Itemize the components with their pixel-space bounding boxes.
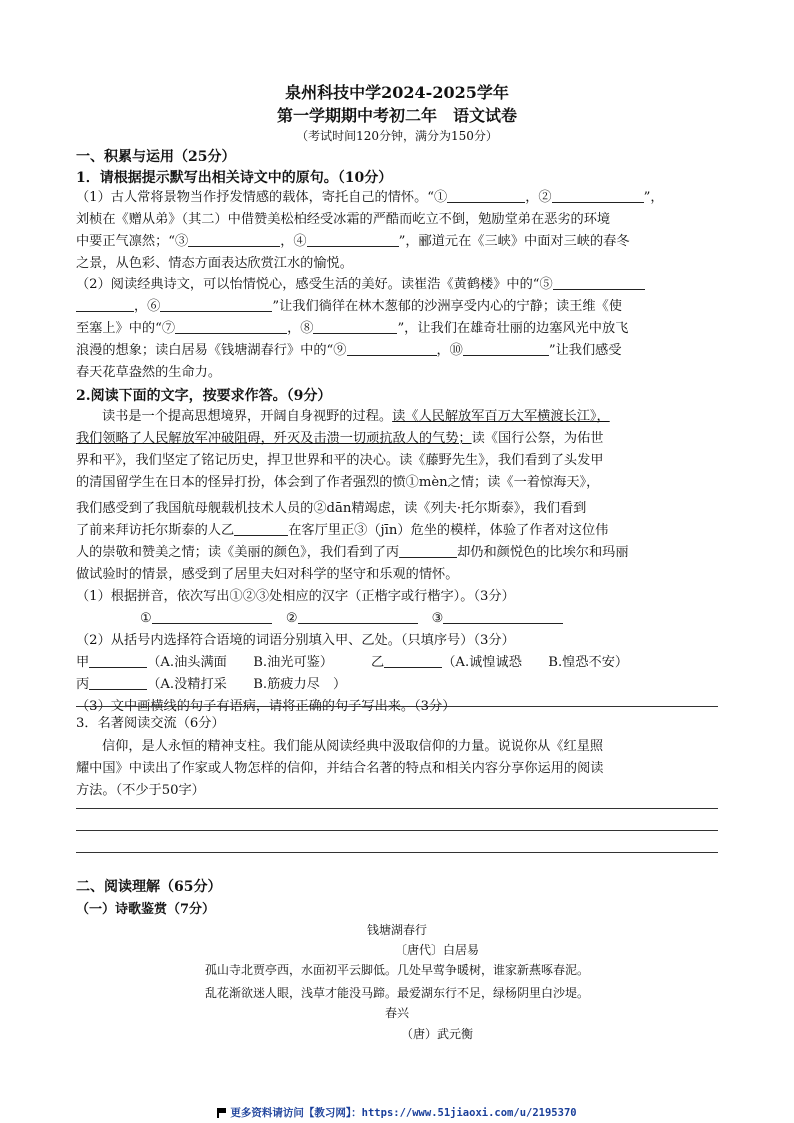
q2-passage-l4: 的清国留学生在日本的怪异打扮，体会到了作者强烈的愤①mèn之情；读《一着惊海天》， bbox=[76, 475, 600, 490]
blank-yi-inline[interactable] bbox=[234, 521, 288, 536]
q2-passage-l1: 读书是一个提高思想境界，开阔自身视野的过程。读《人民解放军百万大军横渡长江》， bbox=[102, 409, 610, 424]
answer-line-q3-2[interactable] bbox=[76, 830, 718, 831]
blank-8[interactable] bbox=[313, 319, 397, 334]
q2-passage-l7: 人的崇敬和赞美之情；读《美丽的颜色》，我们看到了丙 却仍和颜悦色的比埃尔和玛丽 bbox=[76, 545, 629, 560]
q1-p2-line2: ，⑥ ”让我们徜徉在林木葱郁的沙洲享受内心的宁静；读王维《使 bbox=[76, 296, 622, 319]
q3-l1: 信仰，是人永恒的精神支柱。我们能从阅读经典中汲取信仰的力量。说说你从《红星照 bbox=[102, 739, 604, 754]
blank-jia[interactable] bbox=[89, 653, 147, 668]
blank-9[interactable] bbox=[347, 341, 437, 356]
q2-passage-l2: 我们领略了人民解放军冲破阻碍，歼灭及击溃一切顽抗敌人的气势；读《国行公祭，为佑世 bbox=[76, 431, 604, 446]
q2-sub2: （2）从括号内选择符合语境的词语分别填入甲、乙处。（只填序号）（3分） bbox=[76, 633, 515, 648]
answer-line-q3-3[interactable] bbox=[76, 852, 718, 853]
q3-l3: 方法。（不少于50字） bbox=[76, 783, 205, 798]
q2-bing-row: 丙 （A.没精打采 B.筋疲力尽 ） bbox=[76, 677, 347, 692]
blank-5-cont[interactable] bbox=[76, 297, 134, 312]
blank-bing-inline[interactable] bbox=[399, 543, 457, 558]
school-title: 泉州科技中学2024-2025学年 bbox=[285, 83, 509, 102]
blank-yi[interactable] bbox=[384, 653, 442, 668]
q2-jia-yi-row: 甲 （A.油头满面 B.油光可鉴） 乙 （A.诚惶诚恐 B.惶恐不安） bbox=[76, 655, 629, 670]
q2-heading: 2.阅读下面的文字，按要求作答。（9分） bbox=[76, 388, 332, 404]
section2-heading: 二、阅读理解（65分） bbox=[76, 879, 222, 895]
q1-heading: 1．请根据提示默写出相关诗文中的原句。（10分） bbox=[76, 170, 393, 186]
q1-p2-line3: 至塞上》中的“⑦ ，⑧ ”，让我们在雄奇壮丽的边塞风光中放飞 bbox=[76, 321, 629, 336]
blank-1[interactable] bbox=[447, 188, 525, 203]
blank-bing[interactable] bbox=[89, 675, 147, 690]
exam-title: 第一学期期中考初二年 语文试卷 bbox=[276, 106, 517, 125]
q2-sub1: （1）根据拼音，依次写出①②③处相应的汉字（正楷字或行楷字）。（3分） bbox=[76, 589, 515, 604]
section1-heading: 一、积累与运用（25分） bbox=[76, 149, 236, 165]
q1-p1-line3: 中要正气凛然；“③ ，④ ”，郦道元在《三峡》中面对三峡的春冬 bbox=[76, 234, 630, 249]
q3-heading: 3．名著阅读交流（6分） bbox=[76, 716, 225, 731]
q1-p1-line1: （1）古人常将景物当作抒发情感的载体，寄托自己的情怀。“① ，② ”， bbox=[76, 190, 664, 205]
q3-l2: 耀中国》中读出了作家或人物怎样的信仰，并结合名著的特点和相关内容分享你运用的阅读 bbox=[76, 761, 604, 776]
answer-line-q2-3[interactable] bbox=[76, 706, 718, 707]
q1-p2-line5: 春天花草盎然的生命力。 bbox=[76, 365, 222, 380]
q2-passage-l3: 界和平》，我们坚定了铭记历史，捍卫世界和平的决心。读《藤野先生》，我们看到了头发甲 bbox=[76, 453, 604, 468]
q1-p2-line1: （2）阅读经典诗文，可以怡情悦心，感受生活的美好。读崔浩《黄鹤楼》中的“⑤ bbox=[76, 274, 645, 297]
footer-link[interactable]: 更多资料请访问【教习网】：https://www.51jiaoxi.com/u/2195370 bbox=[230, 1107, 577, 1119]
footer[interactable] bbox=[0, 1105, 794, 1120]
q2-passage-l6: 了前来拜访托尔斯泰的人乙 在客厅里正③（jīn）危坐的模样，体验了作者对这位伟 bbox=[76, 523, 609, 538]
blank-7[interactable] bbox=[175, 319, 287, 334]
blank-char-1[interactable] bbox=[152, 609, 272, 624]
poem1-line2: 乱花渐欲迷人眼，浅草才能没马蹄。最爱湖东行不足，绿杨阴里白沙堤。 bbox=[204, 986, 589, 1000]
q2-passage-l8: 做试验时的情景，感受到了居里夫妇对科学的坚守和乐观的情怀。 bbox=[76, 567, 459, 582]
poem2-author: （唐）武元衡 bbox=[400, 1027, 473, 1041]
q2-passage-l5: 我们感受到了我国航母舰载机技术人员的②dān精竭虑，读《列夫·托尔斯泰》，我们看到 bbox=[76, 501, 587, 516]
section2-sub-heading: （一）诗歌鉴赏（7分） bbox=[76, 902, 216, 917]
answer-line-q3-1[interactable] bbox=[76, 808, 718, 809]
blank-3[interactable] bbox=[188, 232, 280, 247]
q1-p1-line4: 之景，从色彩、情态方面表达欣赏江水的愉悦。 bbox=[76, 256, 353, 271]
flag-icon bbox=[217, 1108, 226, 1117]
blank-char-2[interactable] bbox=[298, 609, 418, 624]
q1-p1-line2: 刘桢在《赠从弟》（其二）中借赞美松柏经受冰霜的严酷而屹立不倒，勉励堂弟在恶劣的环境 bbox=[76, 212, 611, 227]
poem2-title: 春兴 bbox=[384, 1006, 409, 1020]
poem1-author: 〔唐代〕白居易 bbox=[394, 943, 479, 957]
q2-sub3: （3）文中画横线的句子有语病，请将正确的句子写出来。（3分） bbox=[76, 699, 456, 714]
blank-6[interactable] bbox=[160, 297, 272, 312]
blank-2[interactable] bbox=[552, 188, 644, 203]
blank-10[interactable] bbox=[463, 341, 549, 356]
q1-p2-line4: 浪漫的想象；读白居易《钱塘湖春行》中的“⑨ ，⑩ ”让我们感受 bbox=[76, 343, 622, 358]
q2-sub1-blanks: ① ② ③ bbox=[140, 608, 563, 631]
blank-char-3[interactable] bbox=[443, 609, 563, 624]
exam-info: （考试时间120分钟，满分为150分） bbox=[296, 129, 498, 143]
blank-4[interactable] bbox=[307, 232, 399, 247]
poem1-title: 钱塘湖春行 bbox=[366, 923, 427, 937]
blank-5[interactable] bbox=[553, 275, 645, 290]
poem1-line1: 孤山寺北贾亭西，水面初平云脚低。几处早莺争暖树，谁家新燕啄春泥。 bbox=[204, 963, 589, 977]
